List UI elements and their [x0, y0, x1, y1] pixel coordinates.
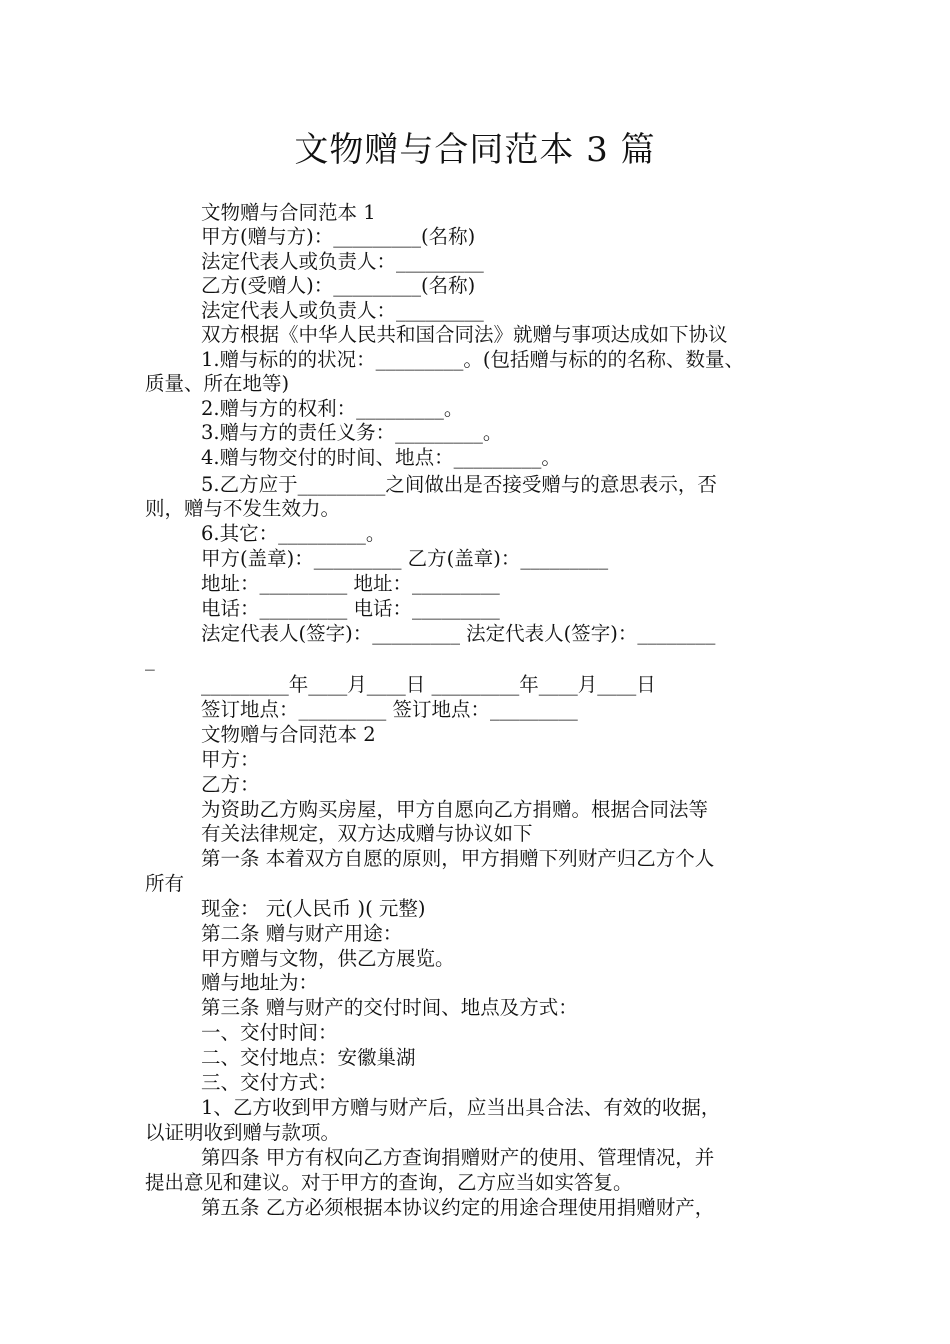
- text-line: 则，赠与不发生效力。: [145, 497, 341, 520]
- text-line: 签订地点：_________ 签订地点：_________: [201, 698, 578, 721]
- text-line: 乙方(受赠人)：_________(名称): [201, 274, 476, 297]
- text-line: 甲方(赠与方)：_________(名称): [201, 225, 476, 248]
- section-heading-1: 文物赠与合同范本 1: [201, 201, 376, 224]
- text-line: 第五条 乙方必须根据本协议约定的用途合理使用捐赠财产，: [201, 1196, 715, 1219]
- text-line: 双方根据《中华人民共和国合同法》就赠与事项达成如下协议: [201, 323, 728, 346]
- text-line: _________年____月____日 _________年____月____日: [201, 673, 656, 696]
- text-line: 2.赠与方的权利：_________。: [201, 397, 464, 420]
- text-line: 一、交付时间：: [201, 1021, 338, 1044]
- text-line: 6.其它：_________。: [201, 522, 386, 545]
- text-line: 1.赠与标的的状况：_________。(包括赠与标的的名称、数量、: [201, 348, 744, 371]
- text-line: 第四条 甲方有权向乙方查询捐赠财产的使用、管理情况，并: [201, 1146, 715, 1169]
- text-line: 地址：_________ 地址：_________: [201, 572, 500, 595]
- text-line: 4.赠与物交付的时间、地点：_________。: [201, 446, 561, 469]
- text-line: 甲方：: [201, 748, 260, 771]
- text-line: 甲方赠与文物，供乙方展览。: [201, 947, 455, 970]
- text-line: 为资助乙方购买房屋，甲方自愿向乙方捐赠。根据合同法等: [201, 798, 709, 821]
- text-line: _: [145, 648, 155, 671]
- text-line: 第一条 本着双方自愿的原则，甲方捐赠下列财产归乙方个人: [201, 847, 715, 870]
- text-line: 现金： 元(人民币 )( 元整): [201, 897, 426, 920]
- text-line: 法定代表人或负责人：_________: [201, 299, 484, 322]
- document-title: 文物赠与合同范本 3 篇: [294, 130, 656, 170]
- text-line: 第二条 赠与财产用途：: [201, 922, 403, 945]
- text-line: 3.赠与方的责任义务：_________。: [201, 421, 503, 444]
- text-line: 乙方：: [201, 773, 260, 796]
- text-line: 5.乙方应于_________之间做出是否接受赠与的意思表示，否: [201, 473, 717, 496]
- text-line: 法定代表人或负责人：_________: [201, 250, 484, 273]
- text-line: 第三条 赠与财产的交付时间、地点及方式：: [201, 996, 578, 1019]
- text-line: 赠与地址为：: [201, 971, 319, 994]
- text-line: 甲方(盖章)：_________ 乙方(盖章)：_________: [201, 547, 609, 570]
- text-line: 以证明收到赠与款项。: [145, 1121, 341, 1144]
- text-line: 所有: [145, 872, 185, 895]
- text-line: 电话：_________ 电话：_________: [201, 597, 500, 620]
- text-line: 1、乙方收到甲方赠与财产后，应当出具合法、有效的收据，: [201, 1096, 721, 1119]
- text-line: 三、交付方式：: [201, 1071, 338, 1094]
- section-heading-2: 文物赠与合同范本 2: [201, 723, 376, 746]
- text-line: 提出意见和建议。对于甲方的查询，乙方应当如实答复。: [145, 1171, 633, 1194]
- text-line: 质量、所在地等): [145, 372, 290, 395]
- text-line: 二、交付地点：安徽巢湖: [201, 1046, 416, 1069]
- text-line: 有关法律规定，双方达成赠与协议如下: [201, 822, 533, 845]
- text-line: 法定代表人(签字)：_________ 法定代表人(签字)：________: [201, 622, 716, 645]
